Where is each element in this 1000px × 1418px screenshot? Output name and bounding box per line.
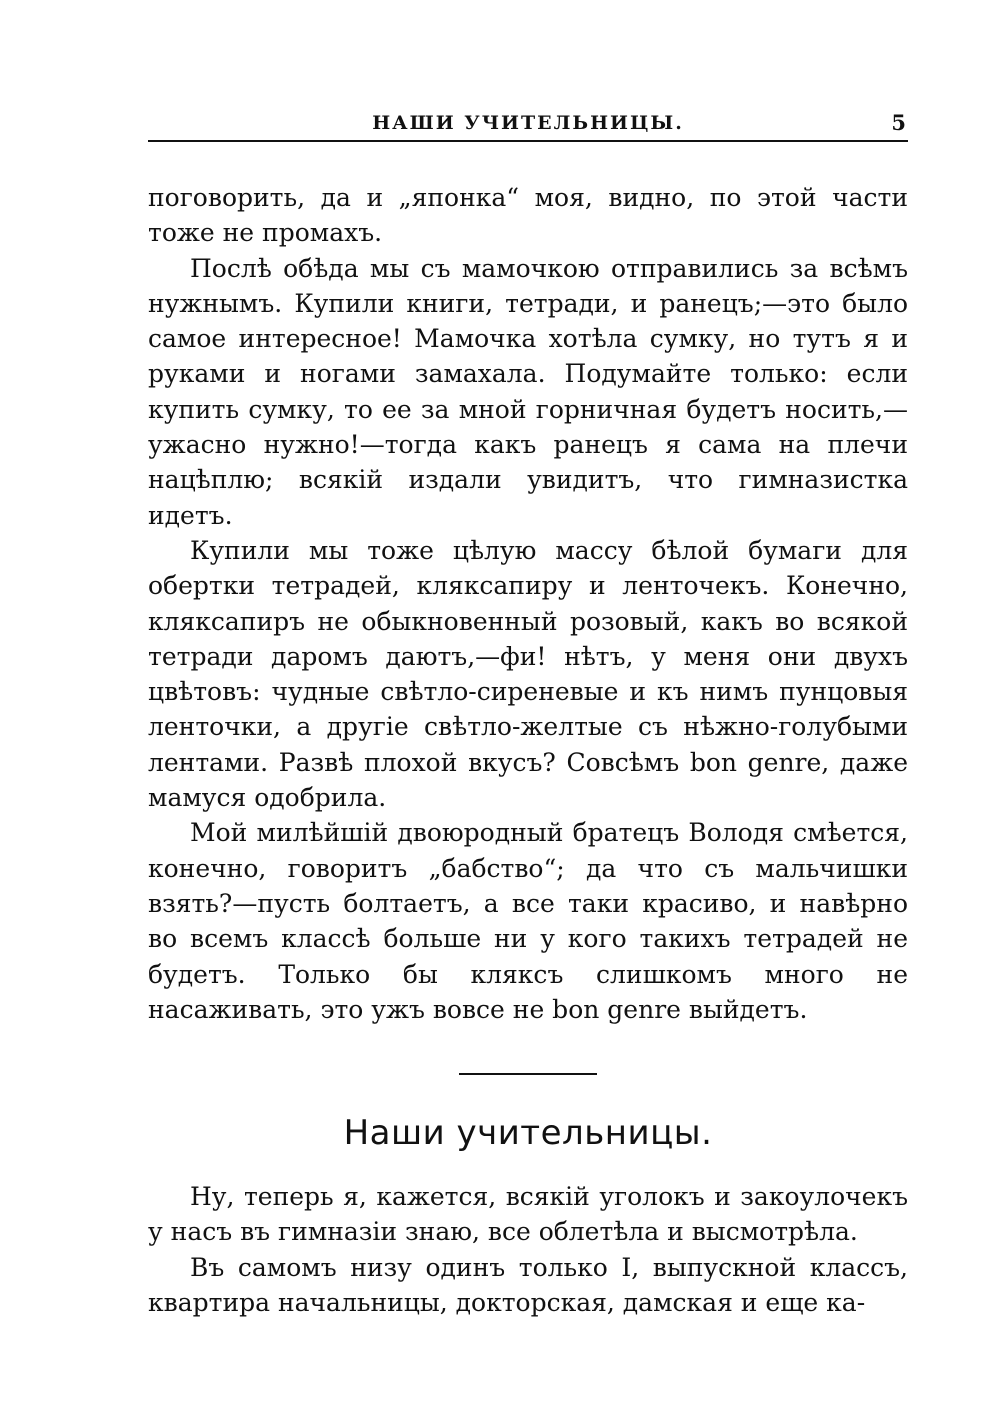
running-header [148, 106, 908, 142]
body-text-top [148, 180, 908, 1027]
paragraph: Ну, теперь я, кажется, всякій уголокъ и закоулочекъ у насъ въ гимназіи знаю, все облетѣла и высмотрѣла. [148, 1182, 908, 1247]
section-heading: Наши учительницы. [343, 1113, 713, 1154]
page-number: 5 [891, 110, 906, 135]
running-title: НАШИ УЧИТЕЛЬНИЦЫ. [372, 112, 684, 134]
paragraph-continuation: поговорить, да и „японка“ моя, видно, по этой части тоже не промахъ. [148, 183, 908, 248]
paragraph: Въ самомъ низу одинъ только I, выпускной классъ, квартира начальницы, докторская, дамская и еще ка- [148, 1252, 908, 1318]
paragraph: Купили мы тоже цѣлую массу бѣлой бумаги для обертки тетрадей, кляксапиру и ленточекъ. Конечно, кляксапиръ не обыкновенный розовый, какъ во всякой тетради даромъ даютъ,—фи! нѣтъ, у меня они двухъ цвѣтовъ: чудные свѣтло-сиреневые и къ нимъ пунцовыя ленточки, а другіе свѣтло-желтые съ нѣжно-голубыми лентами. Развѣ плохой вкусъ? Совсѣмъ bon genre, даже мамуся одобрила. [148, 535, 908, 813]
paragraph: Послѣ обѣда мы съ мамочкою отправились за всѣмъ нужнымъ. Купили книги, тетради, и ранецъ;—это было самое интересное! Мамочка хотѣла сумку, но тутъ я и руками и ногами замахала. Подумайте только: если купить сумку, то ее за мной горничная будетъ носить,—ужасно нужно!—тогда какъ ранецъ я сама на плечи нацѣплю; всякій издали увидитъ, что гимназистка идетъ. [148, 253, 908, 530]
paragraph: Мой милѣйшій двоюродный братецъ Володя смѣется, конечно, говоритъ „бабство“; да что съ мальчишки взять?—пусть болтаетъ, а все таки красиво, и навѣрно во всемъ классѣ больше ни у кого такихъ тетрадей не будетъ. Только бы кляксъ слишкомъ много не насаживать, это ужъ вовсе не bon genre выйдетъ. [148, 818, 908, 1024]
body-text-bottom [148, 1179, 908, 1320]
book-page [148, 106, 908, 1320]
section-divider [459, 1073, 597, 1075]
